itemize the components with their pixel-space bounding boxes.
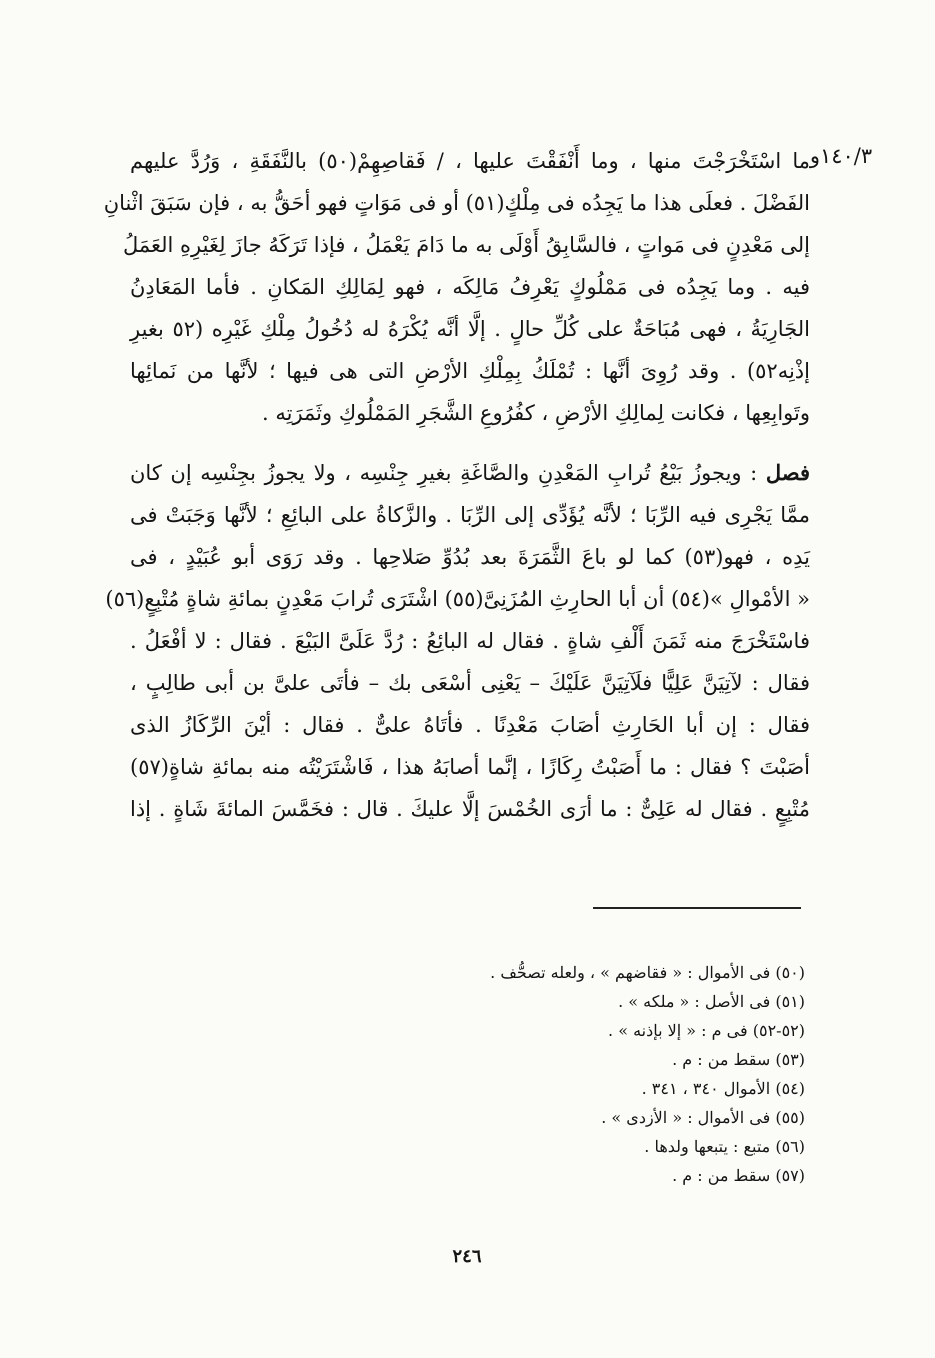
text-line: « الأمْوالِ »(٥٤) أن أبا الحارِثِ المُزَنِىَّ(٥٥) اشْتَرَى تُرابَ مَعْدِنٍ بمائةِ شاةٍ مُتْبِعٍ(٥٦) xyxy=(105,587,810,611)
text-line: مُتْبِعٍ . فقال له عَلِىٌّ : ما أرَى الخُمْسَ إلَّا عليكَ . قال : فخَمَّسَ المائةَ شَاةٍ . إذا xyxy=(130,797,810,821)
text-line: الفَضْلَ . فعلَى هذا ما يَجِدُه فى مِلْكٍ(٥١) أو فى مَوَاتٍ فهو أحَقُّ به ، فإن سَبَقَ اثْنانِ xyxy=(103,191,810,215)
text-line-with-heading xyxy=(130,452,810,494)
footnotes xyxy=(300,958,805,1190)
text-line: وتَوابِعِها ، فكانت لِمالِكِ الأرْضِ ، كفُرُوعِ الشَّجَرِ المَمْلُوكِ وثَمَرَتِه . xyxy=(261,401,810,425)
footnote: (٥٣) سقط من : م . xyxy=(672,1050,805,1069)
text-line: : ويجوزُ بَيْعُ تُرابِ المَعْدِنِ والصَّاغَةِ بغيرِ جِنْسِه ، ولا يجوزُ بجِنْسِه إن كان xyxy=(130,461,758,485)
paragraph-gap xyxy=(130,434,810,452)
text-line: إذْنِه٥٢) . وقد رُوِىَ أنَّها : تُمْلَكُ بِمِلْكِ الأرْضِ التى هى فيها ؛ لأنَّها من نَمائِها xyxy=(130,359,810,383)
footnote: (٥١) فى الأصل : « ملكه » . xyxy=(618,992,805,1011)
text-line: ممَّا يَجْرِى فيه الرِّبَا ؛ لأنَّه يُؤَدِّى إلى الرِّبَا . والزَّكاةُ على البائِعِ ؛ لأنَّها وَجَبَتْ فى xyxy=(130,503,810,527)
footnote: (٥٤) الأموال ٣٤٠ ، ٣٤١ . xyxy=(641,1079,805,1098)
footnote: (٥٧) سقط من : م . xyxy=(672,1166,805,1185)
section-heading: فصل xyxy=(765,460,810,485)
text-line: الجَارِيَةُ ، فهى مُبَاحَةٌ على كُلِّ حالٍ . إلَّا أنَّه يُكْرَهُ له دُخُولُ مِلْكِ غَيْرِه (٥٢ بغيرِ xyxy=(130,317,810,341)
footnote: (٥٠) فى الأموال : « فقاضهم » ، ولعله تصحُّف . xyxy=(490,963,805,982)
main-text xyxy=(103,140,811,830)
margin-reference: ١٤٠/٣و xyxy=(809,144,873,168)
text-line: فاسْتَخْرَجَ منه ثَمَنَ أَلْفِ شاةٍ . فقال له البائِعُ : رُدَّ عَلَىَّ البَيْعَ . فقال : لا أفْعَلُ . xyxy=(130,629,810,653)
footnote: (٥٥) فى الأموال : « الأزدى » . xyxy=(601,1108,805,1127)
page-number: ٢٤٦ xyxy=(452,1246,482,1267)
text-line: يَدِه ، فهو(٥٣) كما لو باعَ الثَّمَرَةَ بعد بُدُوِّ صَلاحِها . وقد رَوَى أبو عُبَيْدٍ ، فى xyxy=(130,545,811,569)
text-line: إلى مَعْدِنٍ فى مَواتٍ ، فالسَّابِقُ أَوْلَى به ما دَامَ يَعْمَلُ ، فإذا تَرَكَهُ جازَ لِغَيْرِهِ العَمَلُ xyxy=(122,233,810,257)
text-line: ما اسْتَخْرَجْتَ منها ، وما أَنْفَقْتَ عليها ، / فَقاصِهِمْ(٥٠) بالنَّفَقَةِ ، وَرُدَّ عليهم xyxy=(130,149,810,173)
footnote: (٥٦) متبع : يتبعها ولدها . xyxy=(644,1137,805,1156)
text-line: فيه . وما يَجِدُه فى مَمْلُوكٍ يَعْرِفُ مَالِكَه ، فهو لِمَالِكِ المَكانِ . فأما المَعَادِنُ xyxy=(130,275,810,299)
footnote-divider xyxy=(593,907,801,909)
paragraph-1 xyxy=(103,140,810,434)
paragraph-2 xyxy=(105,452,811,830)
footnote: (٥٢-٥٢) فى م : « إلا بإذنه » . xyxy=(608,1021,805,1040)
text-line: فقال : إن أبا الحَارِثِ أصَابَ مَعْدِنًا . فأتَاهُ علىٌّ . فقال : أيْنَ الرِّكَازُ الذى xyxy=(130,713,810,737)
text-line: فقال : لآتِيَنَّ عَلِيًّا فلَآتِيَنَّ عَلَيْكَ – يَعْنِى أسْعَى بك – فأتَى علىَّ بن أبى طالِبٍ ، xyxy=(130,671,810,695)
text-line: أصَبْتَ ؟ فقال : ما أَصَبْتُ رِكَازًا ، إنَّما أصابَهُ هذا ، فَاشْتَرَيْتُه منه بمائةِ شاةٍ(٥٧) xyxy=(130,755,810,779)
